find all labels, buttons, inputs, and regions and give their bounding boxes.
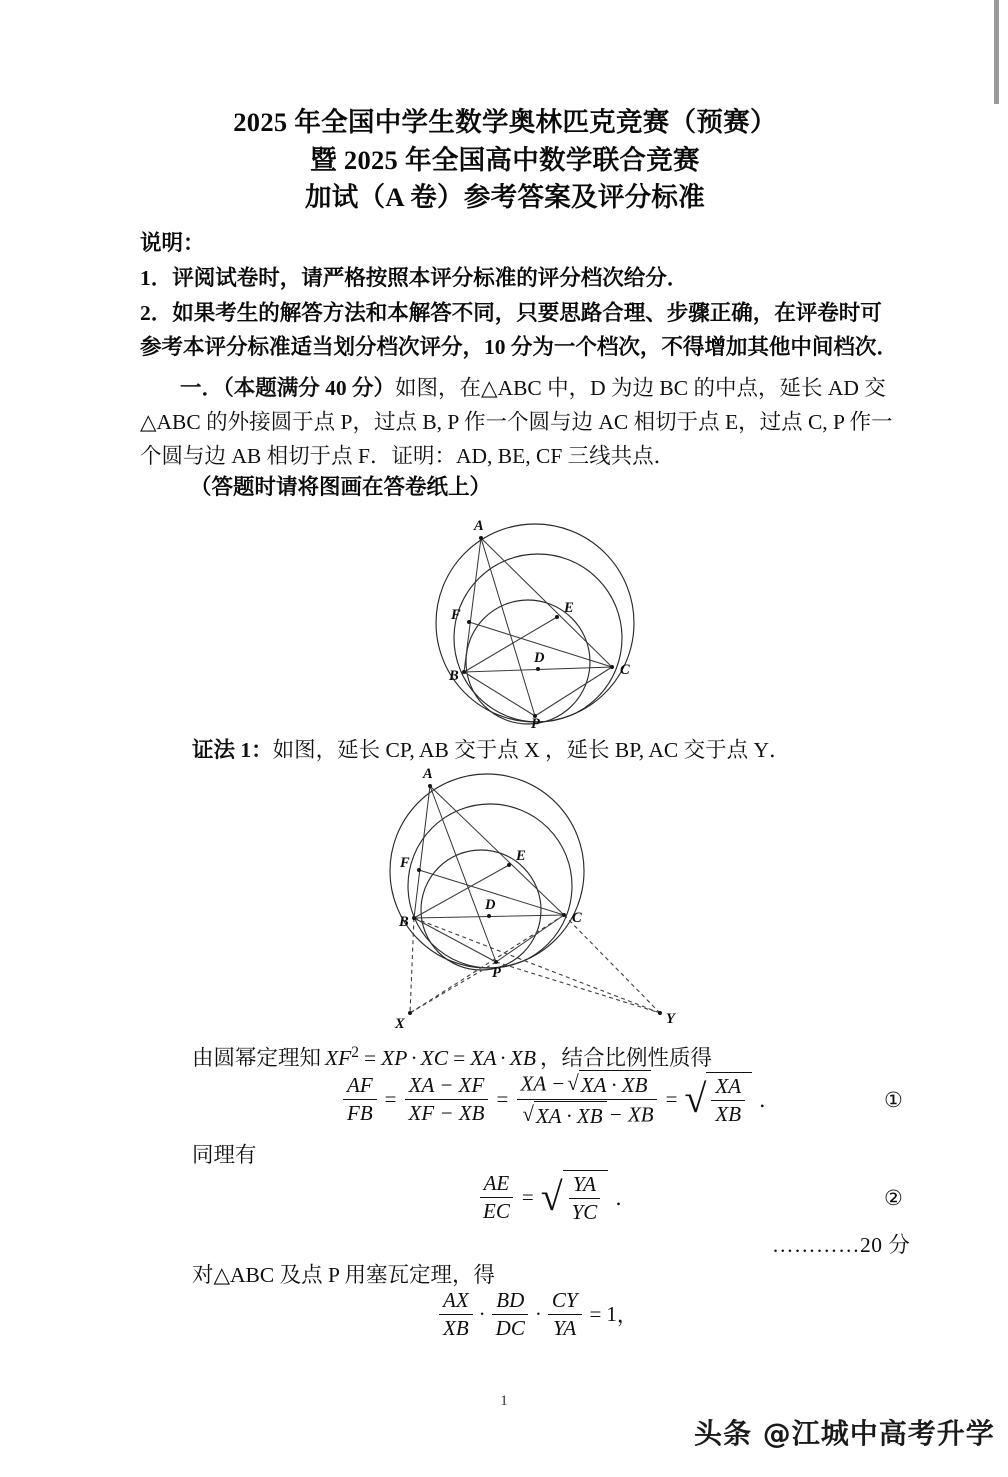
point-Y-dot [658, 1011, 662, 1015]
point-D-dot [487, 914, 491, 918]
eq3-rhs: 1 [606, 1301, 617, 1326]
figure1-label-E: E [564, 600, 574, 616]
grading-notes [140, 226, 930, 365]
eq2-rhs-radical [541, 1170, 609, 1225]
figure1-label-B: B [449, 668, 459, 684]
eq1-lhs-fraction [343, 1073, 377, 1126]
eq3-dot-1: · [478, 1301, 486, 1326]
proof-method-text: 如图，延长 CP, AB 交于点 X ，延长 BP, AC 交于点 Y． [272, 738, 791, 762]
dashed-segment-PY [496, 962, 660, 1013]
score-annotation: …………20 分 [772, 1233, 911, 1257]
eq1-t2-den: XF − XB [408, 1100, 485, 1125]
figure2-label-A: A [423, 766, 433, 782]
eq1-term2-fraction [405, 1073, 489, 1126]
ceva-theorem-line: 对△ABC 及点 P 用塞瓦定理，得 [192, 1263, 496, 1287]
eq3-f3-num: CY [548, 1288, 582, 1315]
eq2-rhs-num: YA [569, 1172, 600, 1199]
point-F-dot [467, 620, 471, 624]
problem-text-1: 如图，在△ABC 中，D 为边 BC 的中点，延长 AD 交 [395, 376, 886, 400]
point-B-dot [462, 670, 466, 674]
eq1-t3-num-radicand: XA · XB [579, 1070, 652, 1098]
point-C-dot [610, 665, 614, 669]
figure1-label-C: C [620, 662, 630, 678]
power-of-point-line [192, 1041, 712, 1072]
note-item-3: 参考本评分标准适当划分档次评分，10 分为一个档次，不得增加其他中间档次． [140, 335, 898, 360]
dashed-segment-PX [410, 962, 496, 1013]
eq1-t2-num: XA − XF [405, 1073, 489, 1100]
figure1-label-P: P [531, 716, 540, 732]
title-line-2: 暨 2025 年全国高中数学联合竞赛 [310, 144, 700, 175]
eq1-t3-den-radicand: XA · XB [534, 1101, 607, 1129]
eq2-lhs-den: EC [483, 1198, 510, 1223]
figure2-label-Y: Y [666, 1011, 675, 1027]
eq1-equals-1: = [384, 1086, 397, 1111]
point-X-dot [408, 1011, 412, 1015]
eq2-lhs-num: AE [480, 1171, 514, 1198]
equation-3 [436, 1288, 638, 1341]
eq1-t3-num [517, 1070, 658, 1100]
problem-statement [140, 372, 930, 474]
point-F-dot [417, 868, 421, 872]
equation-tag-1: ① [884, 1088, 903, 1112]
answer-sheet-note: （答题时请将图画在答卷纸上） [190, 475, 492, 499]
eq1-rhs-fraction [711, 1074, 745, 1127]
eq1-term3-fraction [516, 1070, 657, 1129]
similarly-line: 同理有 [192, 1143, 257, 1167]
proof-method-line [192, 733, 791, 764]
title-line-1: 2025 年全国中学生数学奥林匹克竞赛（预赛） [233, 107, 777, 137]
eq3-f2-den: DC [495, 1315, 525, 1340]
problem-line-3: 个圆与边 AB 相切于点 F．证明：AD, BE, CF 三线共点． [140, 443, 676, 468]
figure1-label-D: D [534, 650, 545, 666]
radical-sign-icon: √ [522, 1102, 534, 1127]
document-title [130, 104, 880, 217]
problem-line-2: △ABC 的外接圆于点 P，过点 B, P 作一个圆与边 AC 相切于点 E，过点 C, P 作一 [140, 409, 893, 434]
proof-method-label: 证法 1： [192, 738, 273, 762]
eq1-t3-den-radical [522, 1101, 606, 1129]
figure2-label-F: F [400, 855, 410, 871]
point-B-dot [412, 916, 416, 920]
point-P-dot [494, 960, 498, 964]
problem-line-1 [140, 372, 930, 406]
equation-2 [476, 1170, 641, 1225]
problem-marker: 一． [180, 376, 224, 400]
note-item-2: 2．如果考生的解答方法和本解答不同，只要思路合理、步骤正确，在评卷时可 [140, 300, 882, 325]
radical-sign-icon: √ [684, 1076, 707, 1122]
eq1-equals-3: = [665, 1086, 678, 1111]
figure2-label-B: B [399, 914, 409, 930]
eq1-rhs-den: XB [715, 1101, 742, 1126]
radical-sign-icon: √ [540, 1174, 563, 1220]
equation-tag-2: ② [884, 1186, 903, 1210]
eq2-period: ． [615, 1186, 637, 1211]
eq2-rhs-fraction [568, 1172, 602, 1225]
point-A-dot [479, 536, 483, 540]
figure2-label-D: D [485, 897, 496, 913]
power-theorem-tail: ，结合比例性质得 [539, 1046, 712, 1070]
eq3-comma: ， [616, 1303, 638, 1328]
point-D-dot [536, 667, 540, 671]
power-theorem-lead: 由圆幂定理知 [192, 1046, 322, 1070]
point-A-dot [428, 784, 432, 788]
watermark: 头条 @江城中高考升学 [694, 1417, 995, 1450]
point-E-dot [507, 863, 511, 867]
eq1-rhs-radical [684, 1072, 752, 1127]
eq1-equals-2: = [496, 1086, 509, 1111]
figure2-label-E: E [516, 848, 526, 864]
figure2-label-P: P [492, 965, 501, 981]
eq3-fraction-1 [439, 1288, 473, 1341]
eq3-f3-den: YA [553, 1315, 577, 1340]
geometry-figure-2 [368, 766, 694, 1038]
figure1-label-A: A [474, 518, 484, 534]
eq2-rhs-den: YC [571, 1199, 598, 1224]
eq2-lhs-fraction [479, 1171, 514, 1224]
radical-sign-icon: √ [567, 1071, 579, 1096]
eq3-fraction-3 [548, 1288, 582, 1341]
notes-heading: 说明： [140, 231, 205, 255]
eq3-f2-num: BD [492, 1288, 528, 1315]
eq1-t3-num-lead: XA − [520, 1071, 566, 1096]
figure1-label-F: F [451, 607, 461, 623]
eq1-t3-num-radical [567, 1070, 651, 1098]
page-number: 1 [500, 1393, 508, 1409]
eq1-t3-den-tail: − XB [608, 1102, 654, 1127]
eq1-rhs-radicand [706, 1072, 752, 1127]
eq1-lhs-den: FB [347, 1100, 373, 1125]
power-theorem-math: $XF^2$ = XP · XC = XA · XB [325, 1043, 536, 1070]
point-C-dot [562, 913, 566, 917]
eq2-rhs-radicand [563, 1170, 609, 1225]
point-E-dot [555, 615, 559, 619]
eq3-f1-den: XB [443, 1315, 469, 1340]
eq2-equals: = [521, 1184, 534, 1209]
problem-points: （本题满分 40 分） [223, 376, 396, 400]
figure2-label-X: X [395, 1016, 405, 1032]
eq3-dot-2: · [534, 1301, 542, 1326]
note-item-1: 1．评阅试卷时，请严格按照本评分标准的评分档次给分． [140, 265, 689, 290]
title-line-3: 加试（A 卷）参考答案及评分标准 [304, 182, 706, 213]
eq1-lhs-num: AF [343, 1073, 377, 1100]
eq3-fraction-2 [492, 1288, 529, 1341]
eq1-t3-den [516, 1100, 657, 1129]
eq1-period: ． [759, 1088, 781, 1113]
geometry-figure-1 [418, 516, 654, 732]
eq3-equals: = [589, 1301, 602, 1326]
eq1-rhs-num: XA [711, 1074, 745, 1101]
figure2-label-C: C [572, 910, 582, 926]
dashed-segment-CP-X [410, 915, 564, 1013]
equation-1 [340, 1070, 785, 1129]
eq3-f1-num: AX [439, 1288, 473, 1315]
